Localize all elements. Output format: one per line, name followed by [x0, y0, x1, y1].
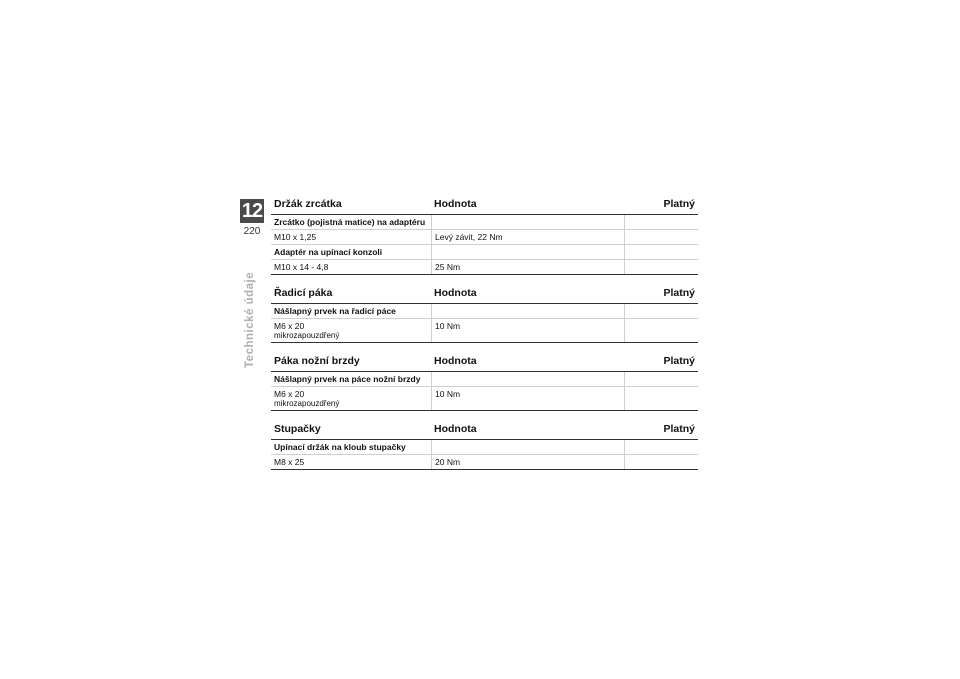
section-title: Páka nožní brzdy	[274, 355, 360, 367]
torque-value: 10 Nm	[431, 319, 624, 342]
validity-cell	[624, 372, 698, 386]
cell-text: Zrcátko (pojistná matice) na adaptéru	[274, 217, 426, 227]
thread-spec	[271, 387, 431, 410]
cell-text: Upínací držák na kloub stupačky	[274, 442, 406, 452]
thread-spec	[271, 230, 431, 244]
component-row	[271, 304, 698, 319]
spec-table-header	[271, 419, 698, 440]
column-header-valid: Platný	[663, 287, 695, 299]
value-row	[271, 319, 698, 343]
torque-spec-tables	[271, 194, 698, 478]
thread-spec	[271, 455, 431, 469]
torque-value	[431, 372, 624, 386]
chapter-number-badge: 12	[241, 200, 263, 222]
cell-text: M10 x 14 - 4,8	[274, 262, 329, 272]
cell-text: Nášlapný prvek na páce nožní brzdy	[274, 374, 421, 384]
cell-text: Nášlapný prvek na řadicí páce	[274, 306, 396, 316]
thread-note: mikrozapouzdřený	[274, 331, 340, 340]
validity-cell	[624, 455, 698, 469]
component-label	[271, 440, 431, 454]
component-label	[271, 372, 431, 386]
spec-table-header	[271, 283, 698, 304]
column-header-valid: Platný	[663, 198, 695, 210]
spec-table	[271, 283, 698, 343]
component-label	[271, 304, 431, 318]
cell-text: M6 x 20	[274, 389, 305, 399]
torque-value	[431, 245, 624, 259]
value-row	[271, 455, 698, 470]
torque-value: Levý závit, 22 Nm	[431, 230, 624, 244]
validity-cell	[624, 440, 698, 454]
section-title: Řadicí páka	[274, 287, 333, 299]
value-row	[271, 260, 698, 275]
cell-text: M10 x 1,25	[274, 232, 317, 242]
torque-value	[431, 440, 624, 454]
page-number: 220	[243, 226, 261, 237]
cell-text: M6 x 20	[274, 321, 305, 331]
section-title: Stupačky	[274, 423, 321, 435]
value-row	[271, 230, 698, 245]
component-row	[271, 372, 698, 387]
column-header-value: Hodnota	[434, 355, 477, 367]
thread-spec	[271, 260, 431, 274]
value-row	[271, 387, 698, 411]
validity-cell	[624, 304, 698, 318]
column-header-value: Hodnota	[434, 198, 477, 210]
component-row	[271, 245, 698, 260]
torque-value: 25 Nm	[431, 260, 624, 274]
spec-table-header	[271, 351, 698, 372]
validity-cell	[624, 387, 698, 410]
spec-table	[271, 351, 698, 411]
component-row	[271, 215, 698, 230]
column-header-value: Hodnota	[434, 423, 477, 435]
cell-text: Adaptér na upínací konzoli	[274, 247, 383, 257]
spec-table-header	[271, 194, 698, 215]
validity-cell	[624, 260, 698, 274]
validity-cell	[624, 230, 698, 244]
torque-value: 20 Nm	[431, 455, 624, 469]
validity-cell	[624, 245, 698, 259]
torque-value	[431, 215, 624, 229]
torque-value: 10 Nm	[431, 387, 624, 410]
column-header-valid: Platný	[663, 355, 695, 367]
torque-value	[431, 304, 624, 318]
spec-table	[271, 194, 698, 275]
component-label	[271, 245, 431, 259]
validity-cell	[624, 319, 698, 342]
thread-note: mikrozapouzdřený	[274, 399, 340, 408]
column-header-valid: Platný	[663, 423, 695, 435]
column-header-value: Hodnota	[434, 287, 477, 299]
chapter-side-title: Technické údaje	[244, 271, 256, 368]
thread-spec	[271, 319, 431, 342]
component-label	[271, 215, 431, 229]
spec-table	[271, 419, 698, 470]
cell-text: M8 x 25	[274, 457, 305, 467]
section-title: Držák zrcátka	[274, 198, 342, 210]
component-row	[271, 440, 698, 455]
validity-cell	[624, 215, 698, 229]
